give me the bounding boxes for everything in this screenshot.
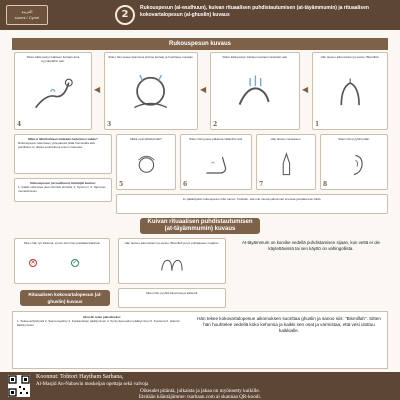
footer-rights: Oikeudet pitäntä, julkaista ja jakaa on myönnetty kaikille. (140, 388, 260, 394)
nullifiers-list-heading: Rukouspesun (al-wudhuun) mitätöijät kuuluu: (30, 181, 96, 185)
step-number: 1 (315, 121, 320, 128)
step-text: Hän lausuu aikomuksen ja sanoo: Bismillah. (320, 55, 380, 59)
language-badge (6, 5, 48, 25)
arrow-left-icon: ◀ (94, 85, 101, 94)
arrow-left-icon: ◀ (302, 85, 309, 94)
tayammum-step-3 (14, 238, 110, 284)
wudu-step-7 (256, 134, 316, 190)
arrow-left-icon: ◀ (200, 85, 207, 94)
step-number: 5 (119, 181, 124, 188)
header-bar (0, 0, 400, 30)
nullifiers-note (14, 134, 112, 174)
intention-icon (328, 67, 372, 121)
step-number: 7 (259, 181, 264, 188)
step-text: Hän lausuu aikomuksen ja sanoo: Bismillah ja lyö puhtaaseen maahan. (124, 241, 220, 245)
head-wiping-icon (129, 149, 164, 181)
step-number: 4 (17, 121, 22, 128)
footer-author: Koonnut: Tohtori Haytham Sarhana, (36, 374, 124, 380)
wudu-step-8 (320, 134, 388, 190)
language-badge-finnish: suomi / Cymri (14, 15, 40, 20)
page-title: Rukouspesun (al-wudhuun), kuivan rituaalisen puhdistautumisen (at-täyämmumin) ja rituaalisen kokovartalopesun (al-ghuslin) kuvaus (140, 5, 369, 18)
section-heading-tayammum-line-2: (at-täyämmumin) kuvaus (164, 226, 236, 232)
ghusl-conditions-text: 1. Sukupuoliyhdyntä 2. Siemensyöksy 3. Kuukautisten päättyminen 4. Synnytysvuodon päättyminen 5. Kuolema 6. Islamiin kääntyminen (17, 319, 180, 327)
language-badge-arabic: العربية (21, 9, 33, 14)
nullifiers-list-text: 1. Kaikki mitä tulee ulos intiimieli elimistä. 2. Syvä uni. 3. Tajunnan menettäminen. (18, 185, 106, 193)
ear-wiping-icon (334, 149, 374, 181)
section-heading-wudu: Rukouspesun kuvaus (12, 38, 388, 50)
footer-bar (0, 372, 400, 400)
wudu-step-3 (104, 52, 198, 130)
step-text: Hän lausuu rukouksen. (270, 137, 302, 141)
section-heading-tayammum-line-1: Kuivan rituaalisen puhdistautumisen (147, 219, 253, 225)
arm-washing-icon (30, 67, 76, 121)
closing-dua-note: Jo päätettyään rukouspesun hän sanoo: Todistan, ettei ole muuta palvonnan arvoista jumalaa kuin Allah. (116, 194, 388, 214)
wudu-step-1 (312, 52, 388, 130)
section-heading-tayammum (140, 218, 260, 234)
nullifiers-text: Rukouspesun tekemisen yhteydessä pitää huomioida että puhdistus on oltava suoritettuna ennen rukousta. (18, 141, 95, 149)
ghusl-conditions-panel (12, 311, 388, 369)
step-text: Sitten hän pyyhkii pään. (338, 137, 370, 141)
step-text: Mitkä ovat lähtökohdat? (130, 137, 162, 141)
step-number-badge: 2 (115, 5, 135, 25)
step-text: Sitten hän lyö kätensä, ennen kuin hän puhaltaa käsiinsä. (23, 241, 101, 245)
wudu-step-6 (180, 134, 252, 190)
ghusl-description: Hän tekee kokovartalopesun aikomuksen suorittaa ghuslin ja sanoo siis: "Bismillah". Sitten hän huuhtelee vedellä koko kehonsa ja kaikki sen osat ja varmistaa, että vesi ulottuu kaikkialle. (197, 316, 381, 333)
palms-striking-icon (140, 253, 204, 275)
step-text: Sitten kätä pestyn kahteen kertaan ranteisiin asti. (222, 55, 288, 59)
ghusl-conditions-heading: Ghuslin tulee pakolliseksi: (83, 315, 121, 319)
step-text: Sitten hän pesee jalkansa nilkkoihin asti. (189, 137, 243, 141)
section-heading-ghusl: Rituaalisen kokovartalopesun (al-ghuslin) kuvaus (20, 290, 110, 306)
correct-mark-icon: ✓ (72, 259, 78, 266)
wudu-step-4 (14, 52, 92, 130)
step-number: 3 (107, 121, 112, 128)
step-number: 6 (183, 181, 188, 188)
wudu-step-5 (116, 134, 176, 190)
nullifiers-heading: Mikä ei lähtökohtaan määrään hedenmen sääde? (28, 137, 98, 141)
step-text: Sitten hän pyyhkii kasvonsa ja kätensä. (145, 291, 199, 295)
step-text: Sitten kätä pestyn kahteen kertaan aina kyynärpäihin asti. (26, 55, 80, 63)
step-number: 8 (323, 181, 328, 188)
face-washing-icon (123, 67, 178, 121)
step-text: Sitten hän pesee kasvonsa (kolme kertaa) ja huuhtelee suutaan. (108, 55, 194, 59)
nullifiers-list (14, 178, 112, 202)
footer-author-role: Al-Masjid An-Nabawin moskeijan opettaja sekä valvoja (36, 382, 149, 387)
ghusl-conditions-column (17, 315, 187, 327)
tayammum-step-1 (118, 238, 226, 284)
raised-finger-icon (269, 149, 304, 181)
wudu-step-2 (210, 52, 300, 130)
tayammum-description: At-täyämmum on korvike vedellä puhdistamisen sijaan, kun vettä ei ole käytettävissä tai sen käyttö on vahingollista. (242, 240, 380, 251)
incorrect-mark-icon: ✕ (30, 259, 36, 266)
footer-translators: Etsitään kääntäjämme: tsarhaan.com ai skannaa QR-koodi. (138, 394, 262, 400)
step-number: 2 (213, 121, 218, 128)
tayammum-step-2 (118, 288, 226, 308)
hand-washing-icon (229, 67, 282, 121)
foot-washing-icon (195, 149, 237, 181)
